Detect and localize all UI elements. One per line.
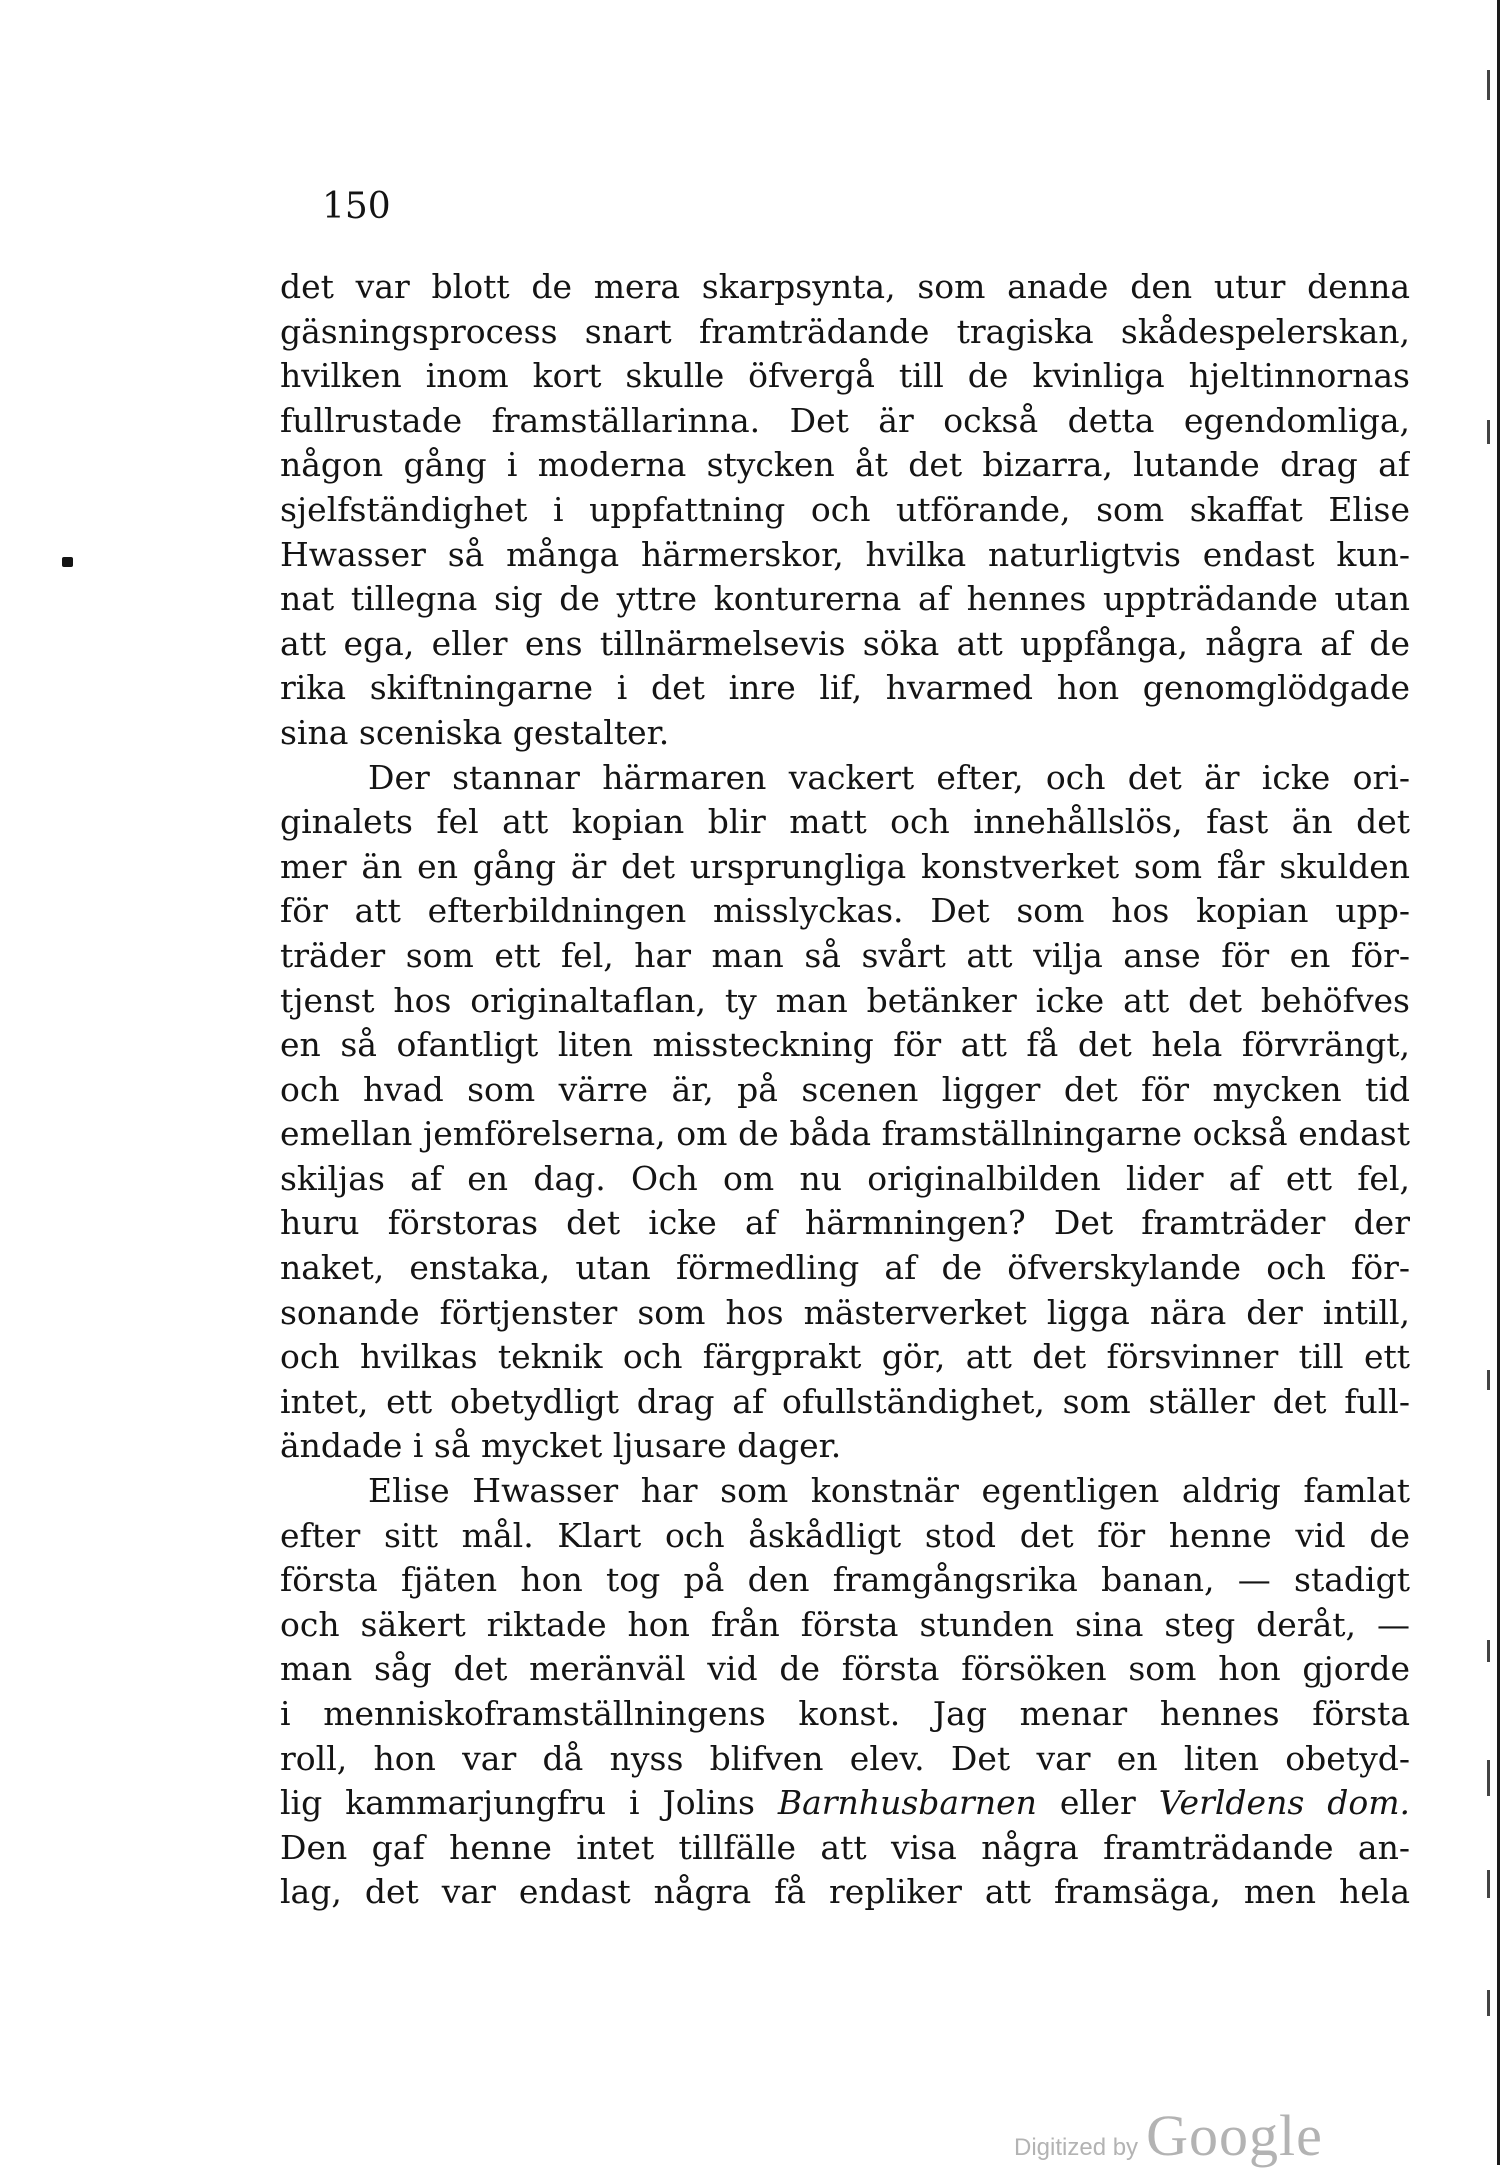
- text-line: roll, hon var då nyss blifven elev. Det var en liten obetyd-: [280, 1738, 1410, 1778]
- text-line: lag, det var endast några få repliker att framsäga, men hela: [280, 1872, 1410, 1912]
- text-line: rika skiftningarne i det inre lif, hvarmed hon genomglödgade: [280, 668, 1410, 708]
- text-line: nat tillegna sig de yttre konturerna af hennes uppträdande utan: [280, 579, 1410, 619]
- line-segment: eller: [1036, 1783, 1159, 1823]
- line-segment: lig kammarjungfru i Jolins: [280, 1783, 778, 1823]
- margin-mark: [62, 557, 73, 567]
- edge-mark: [1487, 70, 1490, 100]
- text-line: man såg det meränväl vid de första försöken som hon gjorde: [280, 1649, 1410, 1689]
- paragraph-lines: [280, 1826, 1410, 1915]
- text-line: första fjäten hon tog på den framgångsrika banan, — stadigt: [280, 1560, 1410, 1600]
- edge-mark: [1487, 1870, 1490, 1898]
- text-line: och hvilkas teknik och färgprakt gör, att det försvinner till ett: [280, 1337, 1410, 1377]
- body-text: [280, 265, 1410, 1915]
- paragraph: [280, 756, 1410, 1470]
- text-line: att ega, eller ens tillnärmelsevis söka att uppfånga, några af de: [280, 623, 1410, 663]
- text-line: mer än en gång är det ursprungliga konstverket som får skulden: [280, 846, 1410, 886]
- text-line: intet, ett obetydligt drag af ofullständighet, som ställer det full-: [280, 1381, 1410, 1421]
- text-line: sina sceniska gestalter.: [280, 712, 670, 752]
- edge-mark: [1487, 1990, 1490, 2016]
- text-line: Der stannar härmaren vackert efter, och det är icke ori-: [368, 757, 1410, 797]
- text-line: tjenst hos originaltaflan, ty man betänker icke att det behöfves: [280, 980, 1410, 1020]
- text-line: huru förstoras det icke af härmningen? Det framträder der: [280, 1203, 1410, 1243]
- text-line: [280, 1781, 1410, 1826]
- text-line: skiljas af en dag. Och om nu originalbilden lider af ett fel,: [280, 1158, 1410, 1198]
- text-line: och hvad som värre är, på scenen ligger det för mycken tid: [280, 1069, 1410, 1109]
- paragraph: [280, 1469, 1410, 1915]
- edge-mark: [1487, 1640, 1490, 1662]
- text-line: och säkert riktade hon från första stunden sina steg deråt, —: [280, 1604, 1410, 1644]
- edge-mark: [1487, 420, 1490, 444]
- text-line: för att efterbildningen misslyckas. Det som hos kopian upp-: [280, 891, 1410, 931]
- text-line: Den gaf henne intet tillfälle att visa några framträdande an-: [280, 1827, 1410, 1867]
- italic-title: Barnhusbarnen: [777, 1783, 1037, 1823]
- paragraph: [280, 265, 1410, 756]
- text-line: Hwasser så många härmerskor, hvilka naturligtvis endast kun-: [280, 534, 1410, 574]
- edge-mark: [1487, 1760, 1490, 1796]
- paragraph-lines: [280, 1469, 1410, 1781]
- text-line: i menniskoframställningens konst. Jag menar hennes första: [280, 1694, 1410, 1733]
- watermark-prefix: Digitized by: [1014, 2134, 1139, 2161]
- page-number: 150: [322, 186, 391, 227]
- text-line: hvilken inom kort skulle öfvergå till de kvinliga hjeltinnornas: [280, 356, 1410, 396]
- text-line: någon gång i moderna stycken åt det bizarra, lutande drag af: [280, 445, 1410, 485]
- text-line: sjelfständighet i uppfattning och utförande, som skaffat Elise: [280, 489, 1410, 529]
- text-line: träder som ett fel, har man så svårt att vilja anse för en för-: [280, 935, 1410, 975]
- italic-title: Verldens dom.: [1158, 1783, 1410, 1823]
- text-line: ginalets fel att kopian blir matt och innehållslös, fast än det: [280, 802, 1410, 842]
- text-line: gäsningsprocess snart framträdande tragiska skådespelerskan,: [280, 311, 1410, 351]
- text-line: ändade i så mycket ljusare dager.: [280, 1426, 842, 1466]
- text-line: efter sitt mål. Klart och åskådligt stod det för henne vid de: [280, 1515, 1410, 1555]
- text-line: fullrustade framställarinna. Det är också detta egendomliga,: [280, 400, 1410, 440]
- digitized-watermark: [1014, 2102, 1323, 2169]
- text-line: emellan jemförelserna, om de båda framställningarne också endast: [280, 1114, 1410, 1154]
- google-logo: Google: [1146, 2103, 1323, 2168]
- text-line: sonande förtjenster som hos mästerverket ligga nära der intill,: [280, 1292, 1410, 1332]
- text-line: en så ofantligt liten missteckning för att få det hela förvrängt,: [280, 1025, 1410, 1065]
- text-line: det var blott de mera skarpsynta, som anade den utur denna: [280, 267, 1410, 306]
- text-line: naket, enstaka, utan förmedling af de öfverskylande och för-: [280, 1248, 1410, 1288]
- edge-mark: [1487, 1370, 1490, 1390]
- text-line: Elise Hwasser har som konstnär egentligen aldrig famlat: [368, 1471, 1410, 1511]
